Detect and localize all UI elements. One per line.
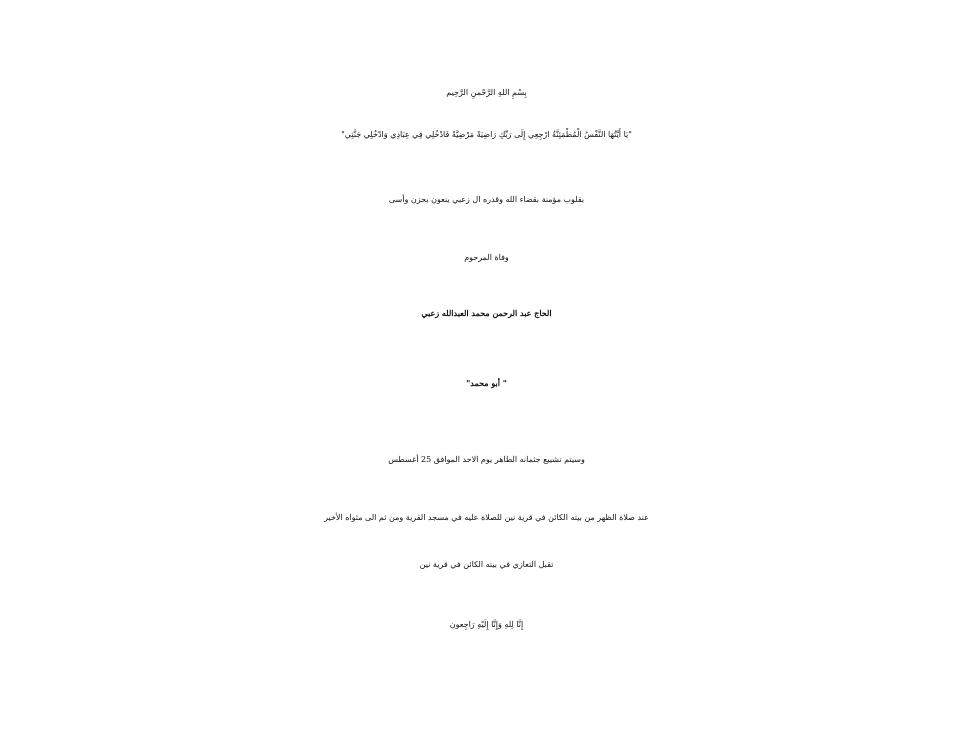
closing-verse-text: إِنَّا لِلهِ وَإِنَّا إِلَيْهِ رَاجِعون: [449, 620, 524, 629]
death-of-label: وفاة المرحوم: [464, 253, 509, 262]
deceased-name-heading: الحاج عبد الرحمن محمد العبدالله زعبي: [421, 308, 552, 318]
basmala-text: بِسْمِ اللهِ الرَّحْمنِ الرَّحِيم: [446, 88, 527, 97]
funeral-prayer-text: عند صلاة الظهر من بيته الكائن في قرية نين للصلاة عليه في مسجد القرية ومن ثم الى مثواه الأخير: [324, 513, 649, 522]
quran-verse-text: "يَا أَيَّتُهَا النَّفْسُ الْمُطْمَئِنَّةُ ارْجِعِي إِلَى رَبِّكِ رَاضِيَةً مَرْضِيَّةً فَادْخُلِي فِي عِبَادِي وَادْخُلِي جَنَّتِي": [341, 130, 632, 139]
announcement-intro-text: بقلوب مؤمنة بقضاء الله وقدره ال زعبي ينعون بحزن وأسى: [388, 195, 585, 204]
funeral-date-text: وسيتم تشييع جثمانه الطاهر يوم الاحد الموافق 25 أغسطس: [388, 455, 585, 464]
deceased-kunya-heading: " أبو محمد": [466, 378, 507, 388]
condolences-text: تقبل التعازي في بيته الكائن في قرية نين: [419, 560, 554, 569]
